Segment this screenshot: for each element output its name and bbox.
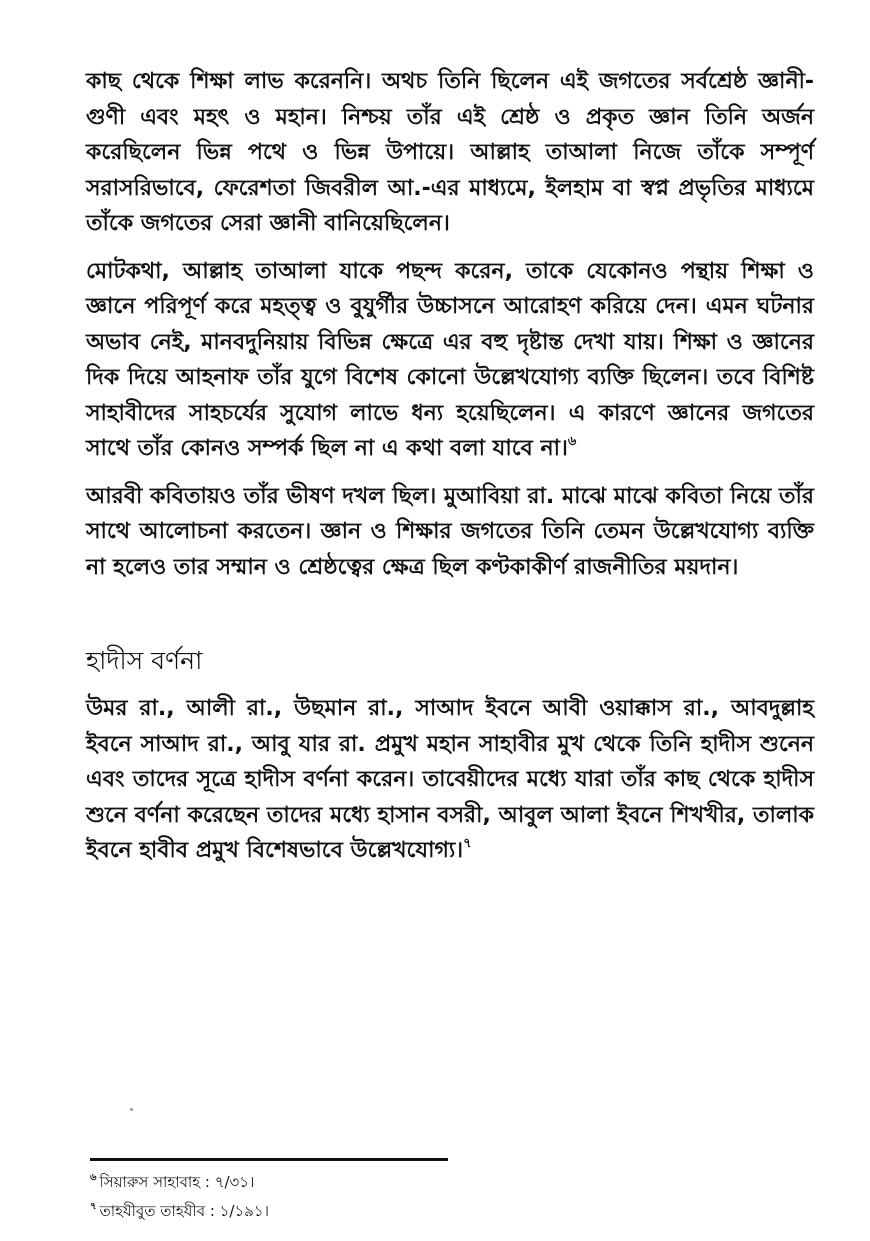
scan-speck bbox=[130, 1108, 133, 1111]
footnote-7 bbox=[90, 1195, 690, 1224]
paragraph-text: আরবী কবিতায়ও তাঁর ভীষণ দখল ছিল। মুআবিয়া রা. মাঝে মাঝে কবিতা নিয়ে তাঁর সাথে আলোচনা করতেন। জ্ঞান ও শিক্ষার জগতের তিনি তেমন উল্লেখযোগ্য ব্যক্তি না হলেও তার সম্মান ও শ্রেষ্ঠত্বের ক্ষেত্র ছিল কণ্টকাকীর্ণ রাজনীতির ময়দান। bbox=[86, 483, 814, 580]
paragraph-text: কাছ থেকে শিক্ষা লাভ করেননি। অথচ তিনি ছিলেন এই জগতের সর্বশ্রেষ্ঠ জ্ঞানী-গুণী এবং মহৎ ও মহান। নিশ্চয় তাঁর এই শ্রেষ্ঠ ও প্রকৃত জ্ঞান তিনি অর্জন করেছিলেন ভিন্ন পথে ও ভিন্ন উপায়ে। আল্লাহ তাআলা নিজে তাঁকে সম্পূর্ণ সরাসরিভাবে, ফেরেশতা জিবরীল আ.-এর মাধ্যমে, ইলহাম বা স্বপ্ন প্রভৃতির মাধ্যমে তাঁকে জগতের সেরা জ্ঞানী বানিয়েছিলেন। bbox=[86, 69, 814, 236]
body-paragraph-3 bbox=[86, 479, 814, 586]
footnotes bbox=[90, 1166, 690, 1224]
footnote-text: সিয়ারুস সাহাবাহ : ৭/৩১। bbox=[99, 1173, 255, 1191]
page-body bbox=[86, 64, 814, 869]
footnote-6 bbox=[90, 1166, 690, 1195]
body-paragraph-2 bbox=[86, 254, 814, 467]
footnote-divider bbox=[90, 1158, 448, 1161]
footnote-mark: ৭ bbox=[90, 1201, 97, 1212]
paragraph-text: মোটকথা, আল্লাহ তাআলা যাকে পছন্দ করেন, তাকে যেকোনও পন্থায় শিক্ষা ও জ্ঞানে পরিপূর্ণ করে মহত্ত্ব ও বুযুর্গীর উচ্চাসনে আরোহণ করিয়ে দেন। এমন ঘটনার অভাব নেই, মানবদুনিয়ায় বিভিন্ন ক্ষেত্রে এর বহু দৃষ্টান্ত দেখা যায়। শিক্ষা ও জ্ঞানের দিক দিয়ে আহনাফ তাঁর যুগে বিশেষ কোনো উল্লেখযোগ্য ব্যক্তি ছিলেন। তবে বিশিষ্ট সাহাবীদের সাহচর্যের সুযোগ লাভে ধন্য হয়েছিলেন। এ কারণে জ্ঞানের জগতের সাথে তাঁর কোনও সম্পর্ক ছিল না এ কথা বলা যাবে না। bbox=[86, 258, 814, 461]
footnote-ref-7[interactable]: ৭ bbox=[463, 835, 472, 851]
footnote-ref-6[interactable]: ৬ bbox=[567, 433, 577, 449]
paragraph-text: উমর রা., আলী রা., উছমান রা., সাআদ ইবনে আবী ওয়াক্কাস রা., আবদুল্লাহ ইবনে সাআদ রা., আবু যার রা. প্রমুখ মহান সাহাবীর মুখ থেকে তিনি হাদীস শুনেন এবং তাদের সূত্রে হাদীস বর্ণনা করেন। তাবেয়ীদের মধ্যে যারা তাঁর কাছ থেকে হাদীস শুনে বর্ণনা করেছেন তাদের মধ্যে হাসান বসরী, আবুল আলা ইবনে শিখখীর, তালাক ইবনে হাবীব প্রমুখ বিশেষভাবে উল্লেখযোগ্য। bbox=[86, 696, 814, 863]
footnote-mark: ৬ bbox=[90, 1172, 97, 1183]
section-paragraph bbox=[86, 691, 814, 869]
footnote-text: তাহযীবুত তাহযীব : ১/১৯১। bbox=[99, 1202, 270, 1220]
section-heading: হাদীস বর্ণনা bbox=[86, 646, 203, 675]
body-paragraph-1 bbox=[86, 64, 814, 242]
